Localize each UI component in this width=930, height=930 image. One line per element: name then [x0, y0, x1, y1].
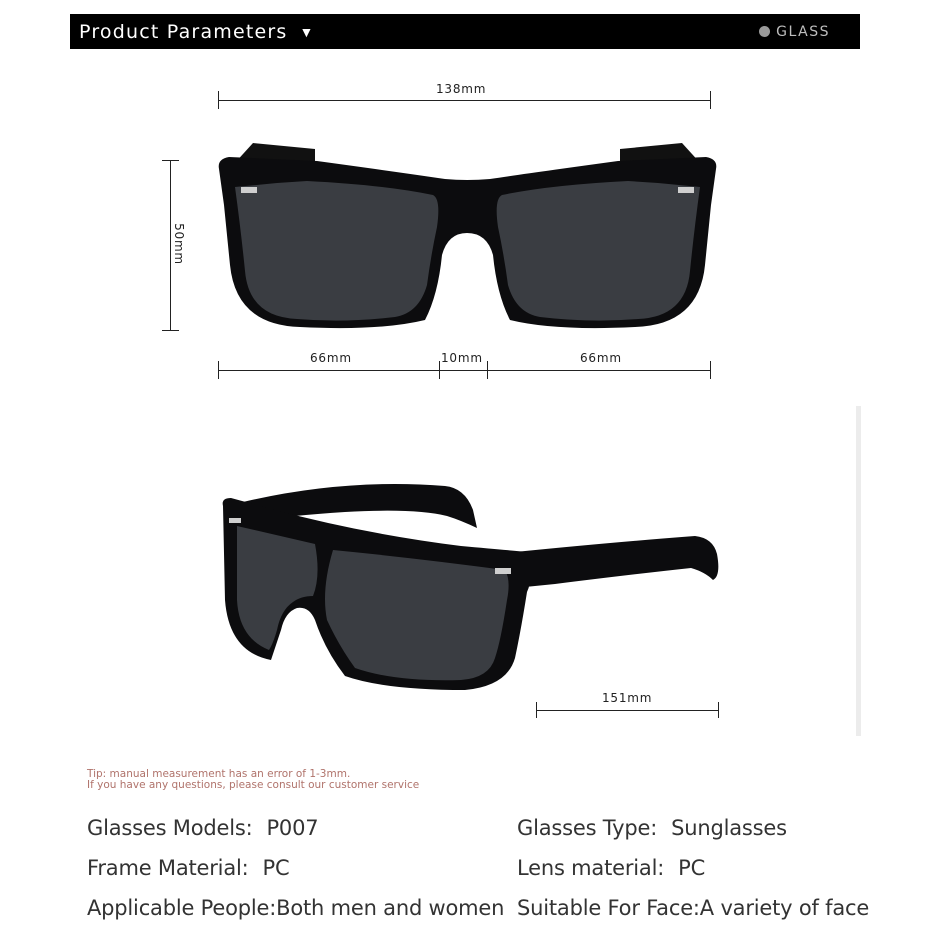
spec-type-value: Sunglasses: [671, 816, 787, 840]
spec-lens-label: Lens material:: [517, 856, 665, 880]
bottom-tick-1: [218, 361, 219, 379]
glasses-side-image: [215, 480, 730, 695]
temple-tick-right: [718, 702, 719, 718]
side-strip: [856, 406, 861, 736]
spec-people-value: Both men and women: [276, 896, 505, 920]
spec-frame-label: Frame Material:: [87, 856, 249, 880]
spec-frame: [87, 856, 289, 880]
header-category: [759, 14, 830, 49]
lens-near: [325, 550, 509, 680]
temple-length-label: 151mm: [602, 691, 653, 705]
lens-left-label: 66mm: [310, 351, 352, 365]
spec-frame-value: PC: [262, 856, 290, 880]
tip-line-1: Tip: manual measurement has an error of 1-3mm.: [87, 768, 351, 780]
spec-type: [517, 816, 787, 840]
header-bar: [70, 14, 860, 49]
screw-right: [678, 187, 694, 193]
height-label: 50mm: [171, 223, 186, 265]
spec-lens-value: PC: [678, 856, 706, 880]
total-width-label: 138mm: [436, 82, 487, 96]
height-tick-top: [162, 160, 179, 161]
lens-left: [235, 181, 438, 321]
spec-models-label: Glasses Models:: [87, 816, 253, 840]
spec-models: [87, 816, 318, 840]
spec-people: [87, 896, 504, 920]
dot-icon: [759, 26, 770, 37]
spec-models-value: P007: [266, 816, 319, 840]
spec-face: [517, 896, 869, 920]
screw-near: [495, 568, 511, 574]
total-width-tick-right: [710, 91, 711, 109]
screw-far: [229, 518, 241, 523]
bottom-dim-line: [218, 370, 711, 371]
height-line: [170, 160, 171, 331]
tip-line-2: If you have any questions, please consult our customer service: [87, 779, 420, 791]
page-title: Product Parameters: [79, 20, 288, 43]
height-tick-bottom: [162, 330, 179, 331]
spec-face-value: A variety of face: [699, 896, 870, 920]
glasses-front-image: [205, 135, 730, 340]
screw-left: [241, 187, 257, 193]
measurement-tip: [87, 769, 419, 791]
bottom-tick-3: [487, 361, 488, 379]
temple-length-line: [536, 710, 719, 711]
header-category-label: GLASS: [776, 23, 830, 40]
total-width-tick-left: [218, 91, 219, 109]
spec-people-label: Applicable People:: [87, 896, 277, 920]
dropdown-arrow-icon[interactable]: ▼: [299, 23, 314, 40]
bottom-tick-4: [710, 361, 711, 379]
lens-right: [497, 181, 700, 321]
spec-type-label: Glasses Type:: [517, 816, 658, 840]
temple-near: [515, 536, 718, 588]
spec-face-label: Suitable For Face:: [517, 896, 700, 920]
temple-tick-left: [536, 702, 537, 718]
bottom-tick-2: [439, 361, 440, 379]
lens-right-label: 66mm: [580, 351, 622, 365]
bridge-label: 10mm: [441, 351, 483, 365]
total-width-line: [218, 100, 711, 101]
spec-lens: [517, 856, 705, 880]
